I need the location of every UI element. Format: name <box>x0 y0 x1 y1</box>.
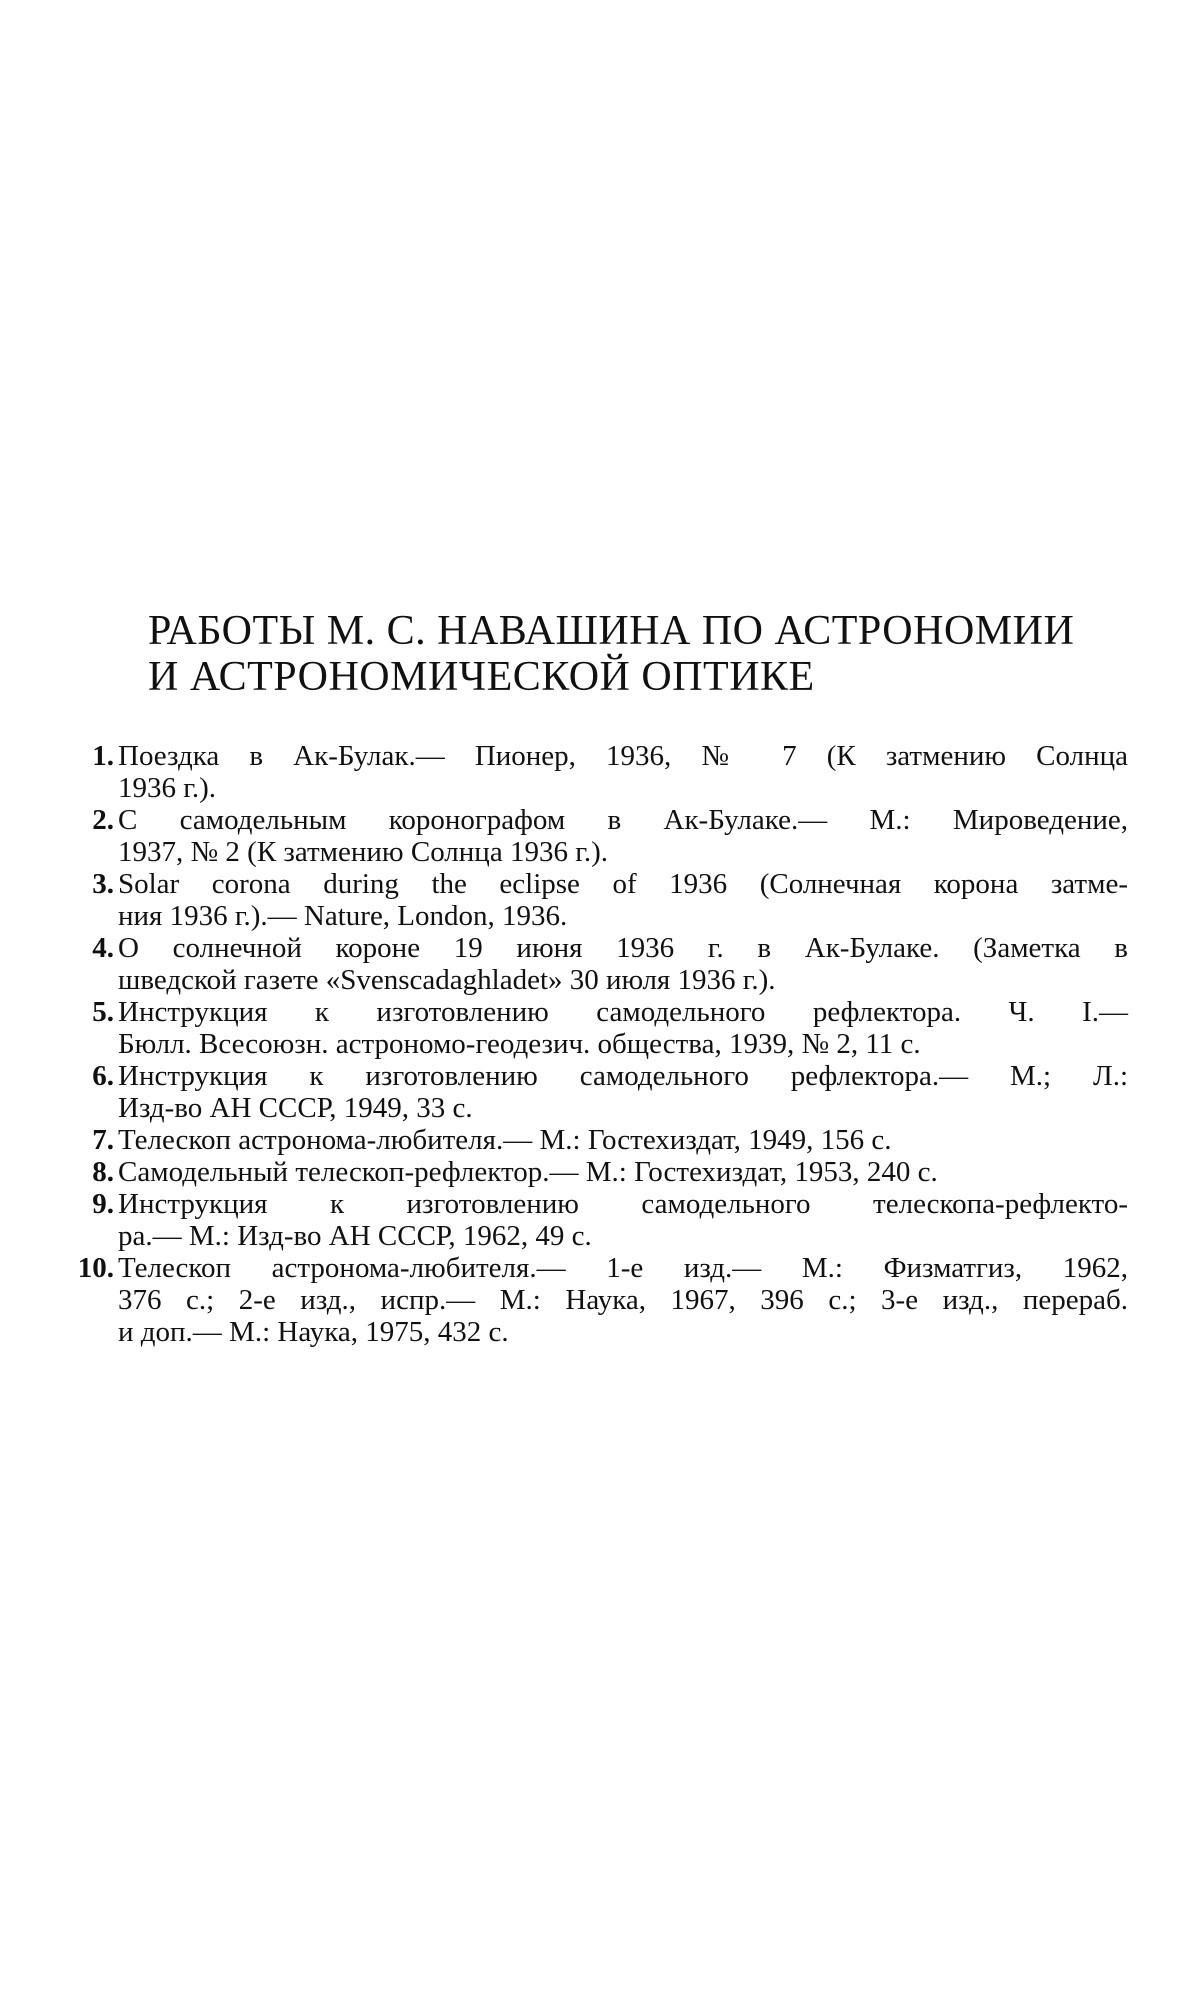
entry-text-line: ра.— М.: Изд-во АН СССР, 1962, 49 с. <box>118 1220 592 1252</box>
bibliography-entry <box>68 996 1128 1060</box>
entry-text-line: 1936 г.). <box>118 772 217 804</box>
entry-text-line: Инструкция к изготовлению самодельного телескопа-рефлекто- <box>118 1188 1128 1220</box>
bibliography-entry <box>68 1252 1128 1348</box>
entry-text-line: Solar corona during the eclipse of 1936 (Солнечная корона затме- <box>118 868 1128 900</box>
entry-text-line: ния 1936 г.).— Nature, London, 1936. <box>118 900 568 932</box>
entry-number: 3. <box>92 868 114 900</box>
entry-number: 5. <box>92 996 114 1028</box>
entry-number: 4. <box>92 932 114 964</box>
entry-text-line: Телескоп астронома-любителя.— 1-е изд.— М.: Физматгиз, 1962, <box>118 1252 1128 1284</box>
entry-number: 2. <box>92 804 114 836</box>
entry-text-line: Бюлл. Всесоюзн. астрономо-геодезич. общества, 1939, № 2, 11 с. <box>118 1028 921 1060</box>
bibliography-entry <box>68 1188 1128 1252</box>
entry-text-line: С самодельным коронографом в Ак-Булаке.— М.: Мироведение, <box>118 804 1128 836</box>
entry-number: 6. <box>92 1060 114 1092</box>
entry-number: 9. <box>92 1188 114 1220</box>
bibliography-list <box>68 740 1128 1348</box>
entry-text-line: Инструкция к изготовлению самодельного рефлектора. Ч. I.— <box>118 996 1128 1028</box>
entry-text-line: Инструкция к изготовлению самодельного рефлектора.— М.; Л.: <box>118 1060 1128 1092</box>
entry-text-line: 376 с.; 2-е изд., испр.— М.: Наука, 1967, 396 с.; 3-е изд., перераб. <box>118 1284 1128 1316</box>
entry-text-line: О солнечной короне 19 июня 1936 г. в Ак-Булаке. (Заметка в <box>118 932 1128 964</box>
entry-number: 8. <box>92 1156 114 1188</box>
bibliography-entry <box>68 932 1128 996</box>
entry-text-line: и доп.— М.: Наука, 1975, 432 с. <box>118 1316 509 1348</box>
entry-number: 10. <box>77 1252 114 1284</box>
entry-text-line: Изд-во АН СССР, 1949, 33 с. <box>118 1092 473 1124</box>
title-line-1: РАБОТЫ М. С. НАВАШИНА ПО АСТРОНОМИИ <box>148 608 1075 654</box>
entry-number: 1. <box>92 740 114 772</box>
entry-text-line: Самодельный телескоп-рефлектор.— М.: Гостехиздат, 1953, 240 с. <box>118 1156 938 1188</box>
bibliography-entry <box>68 1060 1128 1124</box>
bibliography-entry <box>68 868 1128 932</box>
title-line-2: И АСТРОНОМИЧЕСКОЙ ОПТИКЕ <box>148 654 815 700</box>
bibliography-entry <box>68 804 1128 868</box>
bibliography-entry <box>68 740 1128 804</box>
entry-number: 7. <box>92 1124 114 1156</box>
bibliography-entry <box>68 1124 1128 1156</box>
entry-text-line: Поездка в Ак-Булак.— Пионер, 1936, № 7 (К затмению Солнца <box>118 740 1128 772</box>
entry-text-line: шведской газете «Svenscadaghladet» 30 июля 1936 г.). <box>118 964 776 996</box>
page-title <box>148 608 1128 700</box>
bibliography-entry <box>68 1156 1128 1188</box>
entry-text-line: 1937, № 2 (К затмению Солнца 1936 г.). <box>118 836 608 868</box>
entry-text-line: Телескоп астронома-любителя.— М.: Гостехиздат, 1949, 156 с. <box>118 1124 892 1156</box>
